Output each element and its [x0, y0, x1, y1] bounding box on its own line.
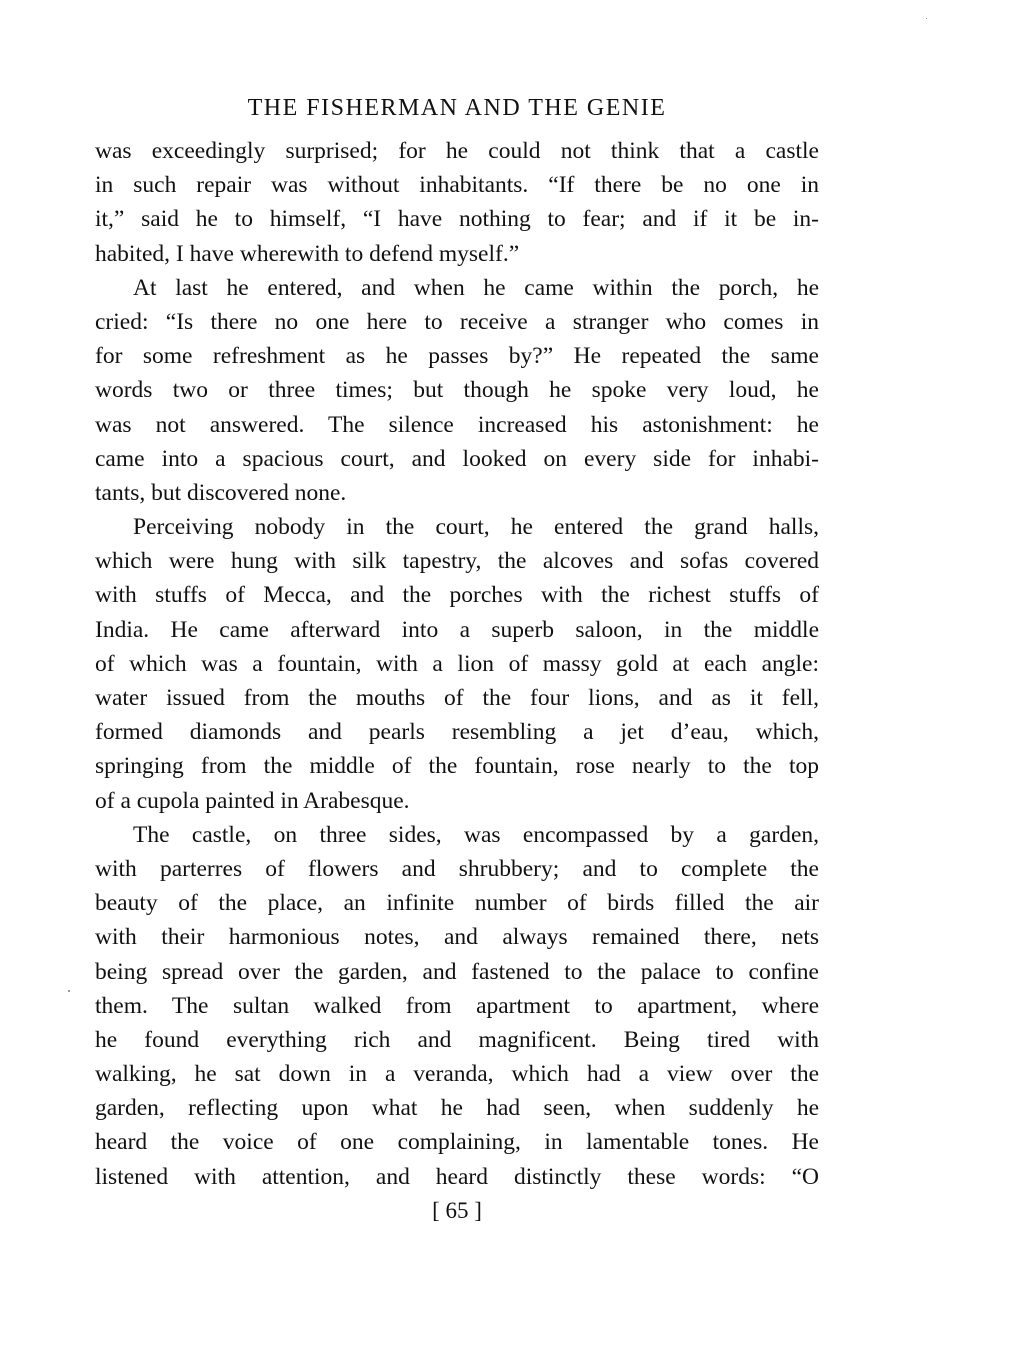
- text-line: habited, I have wherewith to defend myself.”: [95, 240, 520, 267]
- text-line: them. The sultan walked from apartment to apartment, where: [95, 992, 819, 1019]
- text-line: tants, but discovered none.: [95, 479, 347, 506]
- scan-speck: [926, 18, 927, 19]
- text-line: cried: “Is there no one here to receive a stranger who comes in: [95, 308, 819, 335]
- text-line: words two or three times; but though he spoke very loud, he: [95, 377, 819, 404]
- text-line: India. He came afterward into a superb saloon, in the middle: [95, 616, 819, 643]
- paragraph-1: [95, 134, 819, 271]
- text-line: with their harmonious notes, and always remained there, nets: [95, 924, 819, 951]
- text-line: Perceiving nobody in the court, he entered the grand halls,: [133, 514, 819, 541]
- paragraph-4: [95, 818, 819, 1194]
- text-line: walking, he sat down in a veranda, which had a view over the: [95, 1061, 819, 1088]
- text-line: was exceedingly surprised; for he could not think that a castle: [95, 138, 819, 164]
- running-head: THE FISHERMAN AND THE GENIE: [247, 95, 667, 121]
- text-line: which were hung with silk tapestry, the alcoves and sofas covered: [95, 548, 819, 575]
- text-line: of which was a fountain, with a lion of massy gold at each angle:: [95, 650, 819, 677]
- text-line: came into a spacious court, and looked on every side for inhabi-: [95, 445, 819, 472]
- text-line: At last he entered, and when he came within the porch, he: [133, 274, 819, 301]
- text-line: he found everything rich and magnificent. Being tired with: [95, 1026, 819, 1053]
- text-line: for some refreshment as he passes by?” He repeated the same: [95, 343, 819, 370]
- text-line: of a cupola painted in Arabesque.: [95, 787, 410, 814]
- text-line: water issued from the mouths of the four lions, and as it fell,: [95, 685, 819, 711]
- scan-speck: [68, 990, 70, 992]
- text-line: The castle, on three sides, was encompassed by a garden,: [133, 821, 819, 848]
- paragraph-2: [95, 271, 819, 510]
- text-line: springing from the middle of the fountain, rose nearly to the top: [95, 753, 819, 780]
- text-line: was not answered. The silence increased his astonishment: he: [95, 411, 819, 438]
- text-line: beauty of the place, an infinite number of birds filled the air: [95, 890, 819, 917]
- text-line: it,” said he to himself, “I have nothing to fear; and if it be in-: [95, 206, 819, 233]
- book-page: [95, 88, 819, 1228]
- page-number: [ 65 ]: [432, 1197, 482, 1223]
- text-line: with stuffs of Mecca, and the porches with the richest stuffs of: [95, 582, 819, 609]
- text-line: garden, reflecting upon what he had seen, when suddenly he: [95, 1095, 819, 1122]
- text-line: being spread over the garden, and fastened to the palace to confine: [95, 958, 819, 985]
- text-line: listened with attention, and heard distinctly these words: “O: [95, 1163, 819, 1190]
- text-line: with parterres of flowers and shrubbery; and to complete the: [95, 855, 819, 882]
- text-line: formed diamonds and pearls resembling a jet d’eau, which,: [95, 719, 819, 746]
- paragraph-3: [95, 510, 819, 818]
- text-line: heard the voice of one complaining, in lamentable tones. He: [95, 1129, 819, 1156]
- text-line: in such repair was without inhabitants. “If there be no one in: [95, 172, 819, 199]
